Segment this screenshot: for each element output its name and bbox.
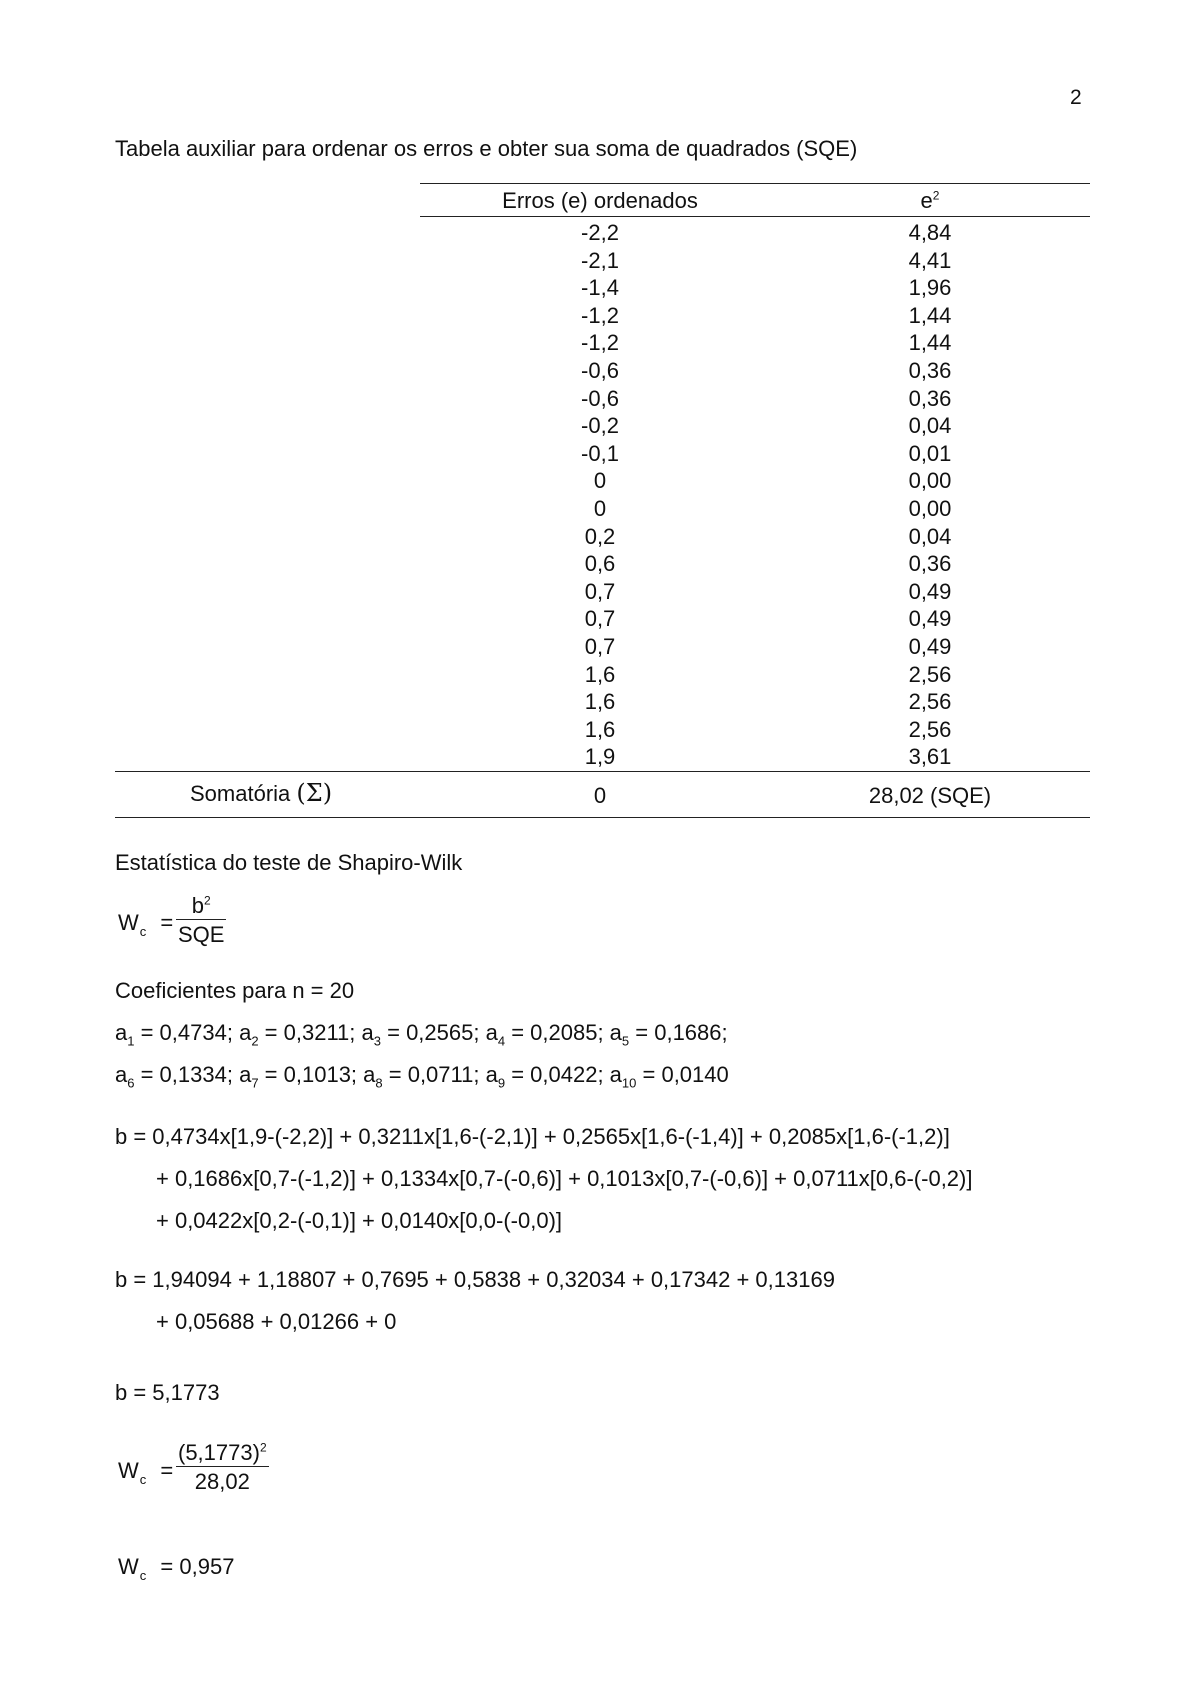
error-cell: 1,9 [584, 744, 616, 770]
formula2-sub: c [139, 1472, 147, 1487]
coef-value: = 0,0422; [505, 1062, 610, 1087]
coef-line-2 [115, 1062, 729, 1090]
coef-index: 10 [621, 1075, 637, 1091]
coef-symbol: a [239, 1020, 252, 1045]
coef-symbol: a [609, 1062, 622, 1087]
squared-error-cell: 0,36 [908, 551, 952, 577]
formula2-numerator [176, 1440, 269, 1466]
formula1-sub: c [139, 924, 147, 939]
squared-error-cell: 2,56 [908, 716, 952, 742]
error-cell: 0,7 [584, 634, 616, 659]
error-cell: -2,2 [581, 220, 619, 245]
formula2-eq: = [160, 1458, 174, 1483]
formula3-sub: c [139, 1568, 147, 1583]
coef-value: = 0,1686; [629, 1020, 728, 1045]
coef-value: = 0,1013; [258, 1062, 364, 1087]
formula1-lhs [118, 910, 174, 939]
coef-symbol: a [609, 1020, 622, 1045]
coef-symbol: a [115, 1062, 128, 1087]
error-cell: 0 [593, 496, 607, 521]
coef-symbol: a [239, 1062, 252, 1087]
error-cell: 1,6 [584, 689, 616, 715]
error-cell: 1,6 [584, 716, 616, 742]
squared-error-cell: 0,04 [908, 523, 952, 549]
header-e-exponent: 2 [932, 188, 940, 203]
squared-error-cell: 1,44 [908, 302, 952, 328]
formula1-num-b: b [191, 893, 205, 918]
header-e-squared [770, 188, 1090, 214]
error-cell: -1,4 [581, 275, 619, 301]
squared-error-cell: 0,49 [908, 606, 952, 632]
formula1-numerator [176, 893, 226, 919]
formula2-denominator: 28,02 [176, 1466, 269, 1495]
error-cell: 0,7 [584, 606, 616, 632]
b-result: b = 5,1773 [115, 1380, 220, 1405]
squared-error-cell: 4,41 [908, 247, 952, 273]
squared-error-cell: 0,49 [908, 634, 952, 659]
error-cell: 1,6 [584, 661, 616, 687]
table-top-rule [420, 183, 1090, 184]
squared-error-cell: 2,56 [908, 689, 952, 715]
b-sum-line-2: + 0,05688 + 0,01266 + 0 [156, 1309, 397, 1334]
squared-error-cell: 2,56 [908, 661, 952, 687]
error-cell: 0,2 [584, 523, 616, 549]
formula3-eq: = [160, 1554, 174, 1579]
error-cell: -0,6 [581, 385, 619, 411]
coef-value: = 0,2565; [381, 1020, 486, 1045]
coef-symbol: a [485, 1020, 498, 1045]
sum-label-wrap [190, 779, 332, 807]
squared-error-cell: 1,44 [908, 330, 952, 356]
squared-error-cell: 0,49 [908, 578, 952, 604]
b-expr-line-1: b = 0,4734x[1,9-(-2,2)] + 0,3211x[1,6-(-2,1)] + 0,2565x[1,6-(-1,4)] + 0,2085x[1,6-(-1,2)] [115, 1124, 950, 1149]
error-cell: -1,2 [581, 302, 619, 328]
coef-index: 4 [497, 1033, 506, 1049]
squared-error-cell: 3,61 [908, 744, 952, 770]
formula-wc-result [118, 1554, 235, 1583]
b-expr-line-2: + 0,1686x[0,7-(-1,2)] + 0,1334x[0,7-(-0,6)] + 0,1013x[0,7-(-0,6)] + 0,0711x[0,6-(-0,2)] [156, 1166, 973, 1191]
header-bottom-rule [420, 216, 1090, 217]
error-cell: -0,1 [581, 440, 619, 466]
squared-error-cell: 0,36 [908, 358, 952, 383]
formula1-denominator: SQE [176, 919, 226, 948]
formula1-num-exp: 2 [204, 893, 211, 908]
coef-title: Coeficientes para n = 20 [115, 978, 355, 1003]
formula1-fraction [176, 893, 226, 948]
coef-index: 8 [375, 1075, 383, 1091]
formula2-num-exp: 2 [259, 1440, 267, 1455]
error-cell: -2,1 [581, 247, 619, 273]
coef-index: 6 [127, 1075, 135, 1091]
coef-index: 2 [251, 1033, 259, 1049]
coef-symbol: a [115, 1020, 128, 1045]
coef-value: = 0,0711; [382, 1062, 486, 1087]
squared-error-cell: 0,04 [908, 413, 952, 439]
coef-value: = 0,2085; [505, 1020, 610, 1045]
coef-symbol: a [361, 1020, 374, 1045]
formula2-w: W [118, 1458, 139, 1483]
squared-error-cell: 4,84 [908, 220, 952, 245]
error-cell: 0,6 [584, 551, 616, 577]
squared-error-cell: 1,96 [908, 275, 952, 301]
formula1-w: W [118, 910, 139, 935]
coef-index: 9 [497, 1075, 506, 1091]
section-title: Estatística do teste de Shapiro-Wilk [115, 850, 463, 875]
error-cell: -0,6 [581, 358, 619, 383]
squared-error-cell: 0,01 [908, 440, 952, 466]
error-cell: -1,2 [581, 330, 619, 356]
formula2-fraction [176, 1440, 269, 1495]
coef-line-1 [115, 1020, 728, 1048]
error-cell: 0,7 [584, 578, 616, 604]
coef-index: 1 [127, 1033, 135, 1049]
coef-symbol: a [485, 1062, 498, 1087]
page-number: 2 [1070, 86, 1082, 109]
coef-value: = 0,3211; [258, 1020, 362, 1045]
coef-value: = 0,0140 [636, 1062, 729, 1087]
formula3-w: W [118, 1554, 139, 1579]
formula3-value: 0,957 [179, 1554, 235, 1579]
coef-index: 5 [621, 1033, 630, 1049]
error-cell: -0,2 [581, 413, 619, 439]
table-bottom-rule [115, 817, 1090, 818]
sum-squares: 28,02 (SQE) [868, 783, 992, 808]
header-e: e [920, 188, 933, 213]
formula2-num-value: (5,1773) [178, 1440, 260, 1465]
squared-error-cell: 0,00 [908, 496, 952, 521]
squared-error-cell: 0,36 [908, 385, 952, 411]
error-cell: 0 [593, 468, 607, 494]
coef-index: 7 [251, 1075, 259, 1091]
b-sum-line-1: b = 1,94094 + 1,18807 + 0,7695 + 0,5838 + 0,32034 + 0,17342 + 0,13169 [115, 1267, 835, 1292]
coef-value: = 0,1334; [134, 1062, 240, 1087]
squared-error-cell: 0,00 [908, 468, 952, 494]
formula1-eq: = [160, 910, 174, 935]
coef-symbol: a [363, 1062, 376, 1087]
formula2-lhs [118, 1458, 174, 1487]
header-errors: Erros (e) ordenados [502, 188, 698, 213]
sum-top-rule [115, 771, 1090, 772]
table-caption: Tabela auxiliar para ordenar os erros e obter sua soma de quadrados (SQE) [115, 136, 858, 161]
sum-errors: 0 [593, 783, 607, 808]
coef-index: 3 [373, 1033, 381, 1049]
sum-label: Somatória [190, 781, 291, 806]
b-expr-line-3: + 0,0422x[0,2-(-0,1)] + 0,0140x[0,0-(-0,0)] [156, 1208, 563, 1233]
sigma-symbol: (Σ) [296, 779, 333, 807]
coef-value: = 0,4734; [134, 1020, 240, 1045]
